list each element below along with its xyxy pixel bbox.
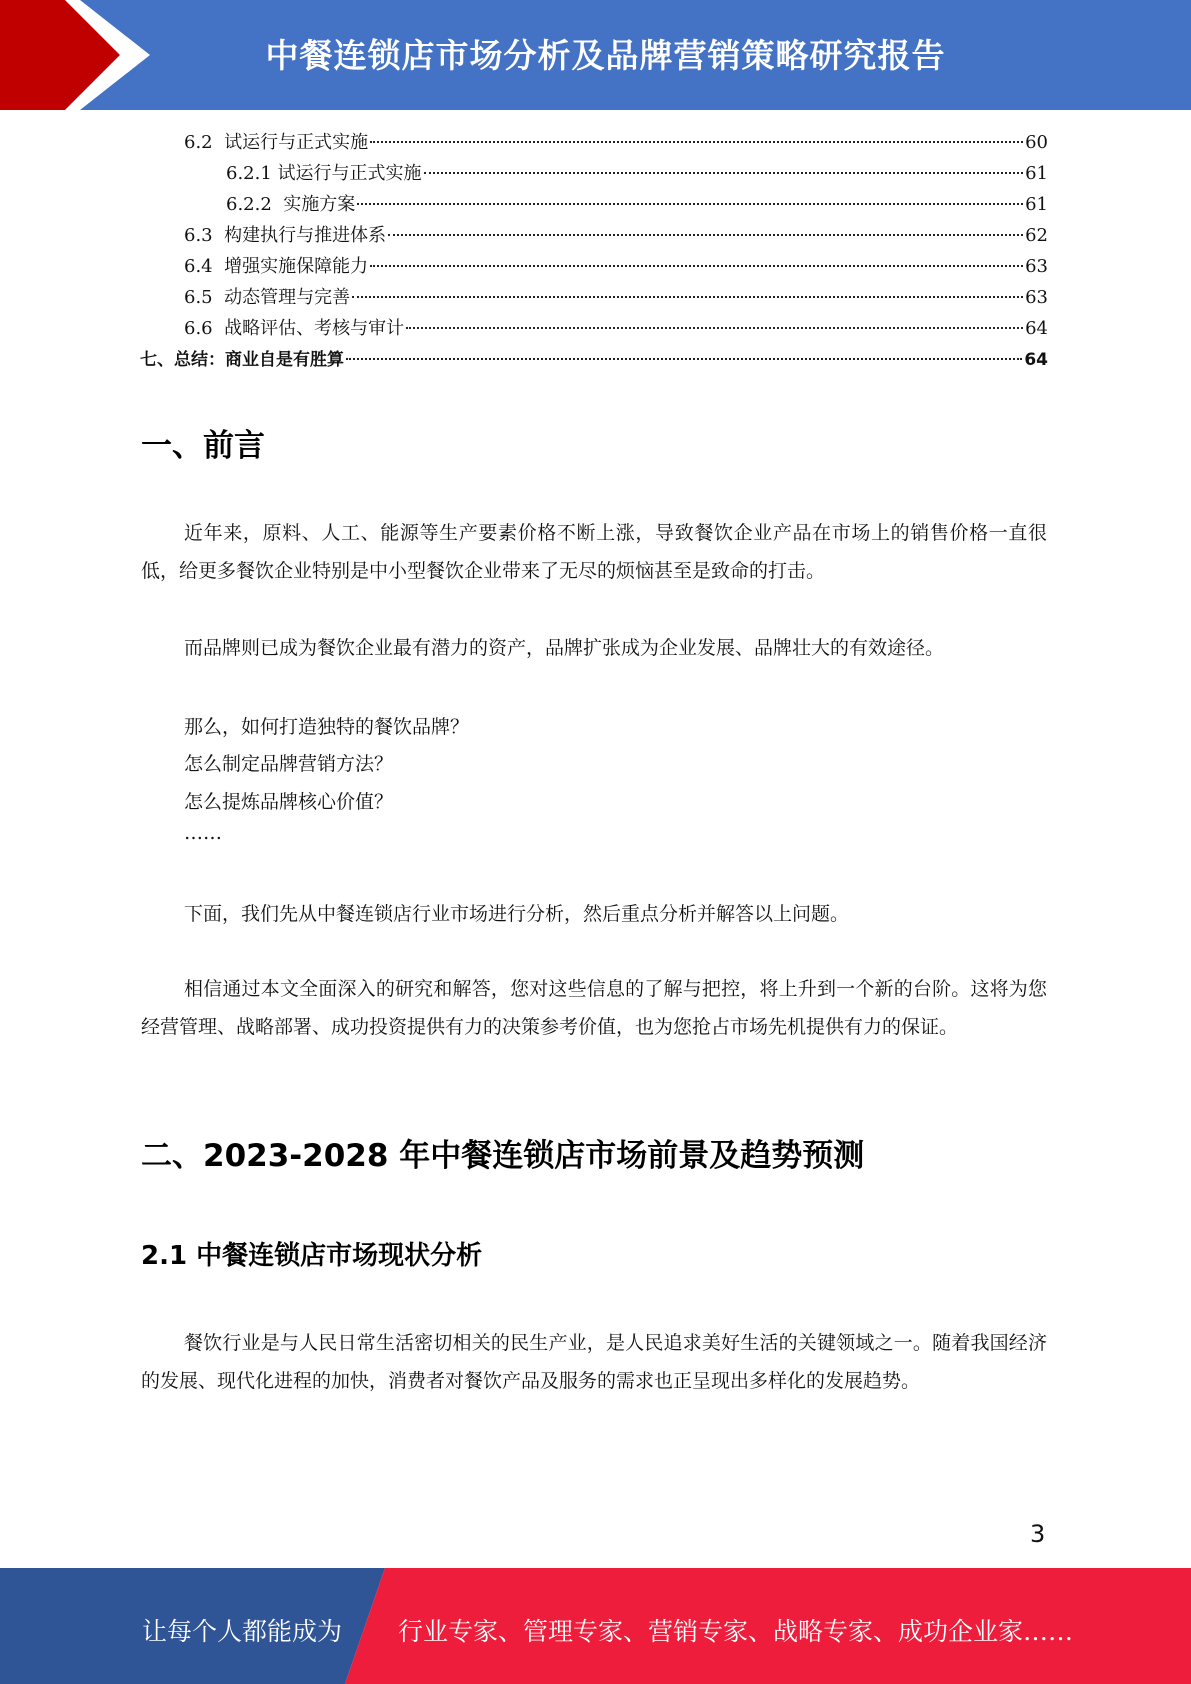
footer-slogan-left: 让每个人都能成为 <box>142 1617 343 1646</box>
paragraph: 近年来，原料、人工、能源等生产要素价格不断上涨，导致餐饮企业产品在市场上的销售价格一直很低，给更多餐饮企业特别是中小型餐饮企业带来了无尽的烦恼甚至是致命的打击。 <box>141 522 1047 582</box>
toc-label: 6.5 动态管理与完善 <box>184 287 351 308</box>
question-line: 怎么提炼品牌核心价值？ <box>184 791 394 813</box>
page-footer <box>0 1568 1191 1684</box>
ellipsis: …… <box>184 822 222 844</box>
toc-label: 6.4 增强实施保障能力 <box>184 256 369 277</box>
toc-leader <box>406 327 1023 329</box>
header-title: 中餐连锁店市场分析及品牌营销策略研究报告 <box>265 36 946 75</box>
toc-label: 6.6 战略评估、考核与审计 <box>184 318 405 339</box>
toc-page: 62 <box>1025 225 1048 246</box>
toc-entry[interactable] <box>140 252 1048 283</box>
toc-page: 63 <box>1025 287 1048 308</box>
toc-leader <box>357 203 1023 205</box>
toc-leader <box>352 296 1023 298</box>
paragraph: 下面，我们先从中餐连锁店行业市场进行分析，然后重点分析并解答以上问题。 <box>184 903 850 925</box>
toc-entry[interactable] <box>140 159 1048 190</box>
toc-page: 64 <box>1025 318 1048 339</box>
question-line: 怎么制定品牌营销方法？ <box>184 753 394 775</box>
page-number: 3 <box>1030 1520 1046 1548</box>
toc-entry[interactable] <box>140 283 1048 314</box>
toc-label: 七、总结：商业自是有胜算 <box>140 350 344 370</box>
toc-entry[interactable] <box>140 190 1048 221</box>
question-line: 那么，如何打造独特的餐饮品牌？ <box>184 716 470 738</box>
toc-label: 6.2 试运行与正式实施 <box>184 132 369 153</box>
subsection-heading: 2.1 中餐连锁店市场现状分析 <box>141 1241 483 1271</box>
table-of-contents <box>140 128 1048 376</box>
toc-page: 61 <box>1025 163 1048 184</box>
toc-leader <box>346 358 1022 360</box>
page-header <box>0 0 1191 110</box>
toc-page: 63 <box>1025 256 1048 277</box>
toc-page: 64 <box>1024 350 1048 370</box>
paragraph: 而品牌则已成为餐饮企业最有潜力的资产，品牌扩张成为企业发展、品牌壮大的有效途径。 <box>184 637 945 659</box>
section-heading: 一、前言 <box>141 428 265 464</box>
toc-label: 6.2.2 实施方案 <box>226 194 356 215</box>
toc-leader <box>370 141 1023 143</box>
toc-entry-chapter[interactable] <box>140 345 1048 376</box>
section-heading: 二、2023-2028 年中餐连锁店市场前景及趋势预测 <box>141 1138 865 1174</box>
footer-slogan-right: 行业专家、管理专家、营销专家、战略专家、成功企业家…… <box>398 1617 1074 1646</box>
toc-page: 61 <box>1025 194 1048 215</box>
toc-leader <box>424 172 1024 174</box>
paragraph: 相信通过本文全面深入的研究和解答，您对这些信息的了解与把控，将上升到一个新的台阶。这将为您经营管理、战略部署、成功投资提供有力的决策参考价值，也为您抢占市场先机提供有力的保证。 <box>141 978 1047 1038</box>
toc-label: 6.3 构建执行与推进体系 <box>184 225 387 246</box>
toc-leader <box>388 234 1023 236</box>
toc-entry[interactable] <box>140 221 1048 252</box>
toc-leader <box>370 265 1023 267</box>
toc-entry[interactable] <box>140 128 1048 159</box>
toc-label: 6.2.1 试运行与正式实施 <box>226 163 422 184</box>
toc-entry[interactable] <box>140 314 1048 345</box>
toc-page: 60 <box>1025 132 1048 153</box>
paragraph: 餐饮行业是与人民日常生活密切相关的民生产业，是人民追求美好生活的关键领域之一。随着我国经济的发展、现代化进程的加快，消费者对餐饮产品及服务的需求也正呈现出多样化的发展趋势。 <box>141 1332 1047 1392</box>
